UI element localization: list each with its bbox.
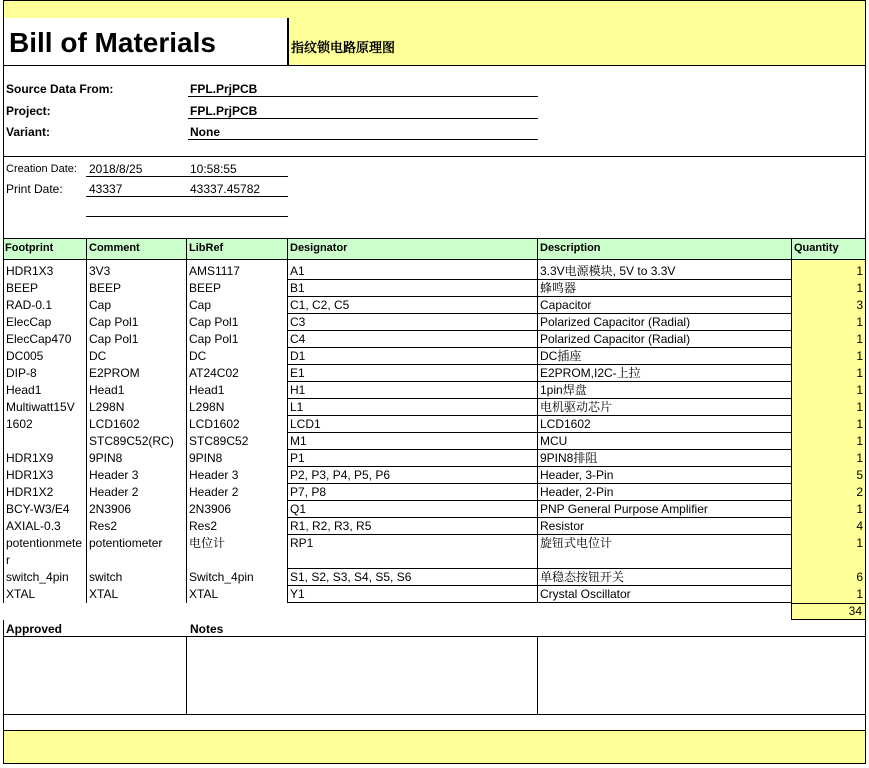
row-description: Resistor (538, 518, 791, 535)
row-designator: RP1 (287, 535, 537, 569)
creation-time-value: 10:58:55 (186, 162, 288, 177)
col-designator: Designator (287, 238, 537, 260)
row-footprint: HDR1X2 (6, 485, 54, 499)
row-libref: LCD1602 (189, 417, 240, 431)
col-quantity: Quantity (791, 238, 866, 260)
creation-date-value: 2018/8/25 (86, 162, 186, 177)
row-footprint-cont: r (6, 553, 10, 567)
row-designator: L1 (287, 399, 537, 416)
row-comment: switch (89, 570, 123, 584)
row-libref: XTAL (189, 587, 219, 601)
approved-label: Approved (6, 622, 63, 636)
row-quantity: 1 (856, 264, 863, 278)
row-comment: L298N (89, 400, 125, 414)
col-description: Description (537, 238, 791, 260)
row-designator: LCD1 (287, 416, 537, 433)
row-comment: Head1 (89, 383, 125, 397)
top-band (3, 0, 866, 18)
info-value-project: FPL.PrjPCB (188, 104, 538, 119)
col-footprint: Footprint (5, 242, 54, 254)
row-description: MCU (538, 433, 791, 450)
row-comment: Cap Pol1 (89, 315, 139, 329)
row-libref: Res2 (189, 519, 218, 533)
row-quantity: 5 (856, 468, 863, 482)
row-libref: AT24C02 (189, 366, 239, 380)
print-date-value: 43337 (86, 182, 186, 197)
row-footprint: AXIAL-0.3 (6, 519, 61, 533)
footer-labels (3, 620, 866, 637)
row-quantity: 1 (856, 434, 863, 448)
row-comment: E2PROM (89, 366, 140, 380)
row-description: 1pin焊盘 (538, 382, 791, 399)
row-libref: 9PIN8 (189, 451, 223, 465)
row-quantity: 1 (856, 536, 863, 550)
row-libref: L298N (189, 400, 225, 414)
project-title-box (288, 18, 866, 66)
row-description: Header, 3-Pin (538, 467, 791, 484)
blank-date-line (86, 202, 288, 217)
row-description: 3.3V电源模块, 5V to 3.3V (538, 263, 791, 280)
row-footprint: BCY-W3/E4 (6, 502, 70, 516)
blank-row (3, 714, 866, 731)
row-designator: E1 (287, 365, 537, 382)
row-footprint: XTAL (6, 587, 36, 601)
row-footprint (6, 433, 86, 450)
row-comment: potentiometer (89, 536, 163, 550)
project-title: 指纹锁电路原理图 (291, 40, 396, 55)
row-libref: Header 2 (189, 485, 239, 499)
row-description: 电机驱动芯片 (538, 399, 791, 416)
libref-col-divider (186, 260, 187, 603)
row-designator: A1 (287, 263, 537, 280)
row-footprint: potentionmete (6, 536, 83, 550)
row-designator: Q1 (287, 501, 537, 518)
row-footprint: switch_4pin (6, 570, 69, 584)
row-libref: Header 3 (189, 468, 239, 482)
row-description: 蜂鸣器 (538, 280, 791, 297)
row-libref: Cap Pol1 (189, 315, 239, 329)
notes-box (187, 637, 538, 715)
row-libref: Cap Pol1 (189, 332, 239, 346)
comment-col-divider (86, 260, 87, 603)
row-quantity: 1 (856, 332, 863, 346)
row-designator: C4 (287, 331, 537, 348)
row-description: Header, 2-Pin (538, 484, 791, 501)
total-cell (791, 603, 866, 620)
row-footprint: DIP-8 (6, 366, 37, 380)
info-label-source: Source Data From: (6, 82, 114, 96)
row-quantity: 1 (856, 315, 863, 329)
row-comment: 3V3 (89, 264, 111, 278)
row-designator: P2, P3, P4, P5, P6 (287, 467, 537, 484)
notes-box-2 (538, 637, 866, 715)
row-comment: Cap (89, 298, 112, 312)
row-description: PNP General Purpose Amplifier (538, 501, 791, 518)
row-footprint: ElecCap470 (6, 332, 72, 346)
info-label-project: Project: (6, 104, 51, 118)
row-comment: Cap Pol1 (89, 332, 139, 346)
row-libref: Cap (189, 298, 212, 312)
row-designator: R1, R2, R3, R5 (287, 518, 537, 535)
row-designator: C3 (287, 314, 537, 331)
total-quantity: 34 (848, 604, 862, 618)
row-libref: Switch_4pin (189, 570, 254, 584)
row-footprint: 1602 (6, 417, 33, 431)
row-comment: STC89C52(RC) (89, 434, 174, 448)
creation-date-label: Creation Date: (6, 163, 77, 175)
row-designator: B1 (287, 280, 537, 297)
row-footprint: Multiwatt15V (6, 400, 75, 414)
row-description: Crystal Oscillator (538, 586, 791, 603)
row-quantity: 1 (856, 587, 863, 601)
row-comment: Header 3 (89, 468, 139, 482)
row-quantity: 1 (856, 400, 863, 414)
row-description: DC插座 (538, 348, 791, 365)
row-description: 旋钮式电位计 (538, 535, 791, 569)
row-description: LCD1602 (538, 416, 791, 433)
row-libref: Head1 (189, 383, 225, 397)
row-quantity: 1 (856, 366, 863, 380)
row-comment: 2N3906 (89, 502, 132, 516)
row-description: Capacitor (538, 297, 791, 314)
info-value-variant: None (188, 125, 538, 140)
notes-label: Notes (190, 622, 224, 636)
row-footprint: DC005 (6, 349, 44, 363)
title-box (3, 18, 288, 66)
row-quantity: 1 (856, 417, 863, 431)
row-footprint: HDR1X9 (6, 451, 54, 465)
info-label-variant: Variant: (6, 125, 51, 139)
row-description: Polarized Capacitor (Radial) (538, 314, 791, 331)
row-quantity: 2 (856, 485, 863, 499)
row-designator: P1 (287, 450, 537, 467)
row-comment: Header 2 (89, 485, 139, 499)
row-designator: C1, C2, C5 (287, 297, 537, 314)
row-footprint: HDR1X3 (6, 264, 54, 278)
page-title: Bill of Materials (9, 27, 216, 58)
row-description: E2PROM,I2C-上拉 (538, 365, 791, 382)
row-comment: Res2 (89, 519, 118, 533)
print-time-value: 43337.45782 (186, 182, 288, 197)
approved-box (3, 637, 187, 715)
row-footprint: ElecCap (6, 315, 52, 329)
row-footprint: HDR1X3 (6, 468, 54, 482)
row-libref: DC (189, 349, 207, 363)
row-comment: LCD1602 (89, 417, 140, 431)
row-comment: DC (89, 349, 107, 363)
row-description: Polarized Capacitor (Radial) (538, 331, 791, 348)
row-footprint: BEEP (6, 281, 39, 295)
row-designator: Y1 (287, 586, 537, 603)
row-quantity: 1 (856, 383, 863, 397)
row-libref: STC89C52 (189, 434, 249, 448)
row-designator: P7, P8 (287, 484, 537, 501)
row-description: 单稳态按钮开关 (538, 569, 791, 586)
row-quantity: 3 (856, 298, 863, 312)
row-comment: XTAL (89, 587, 119, 601)
row-libref: AMS1117 (189, 264, 240, 278)
info-value-source: FPL.PrjPCB (188, 82, 538, 97)
row-designator: S1, S2, S3, S4, S5, S6 (287, 569, 537, 586)
row-quantity: 6 (856, 570, 863, 584)
row-libref: BEEP (189, 281, 222, 295)
row-libref: 电位计 (189, 536, 226, 550)
row-description: 9PIN8排阻 (538, 450, 791, 467)
row-designator: D1 (287, 348, 537, 365)
row-quantity: 1 (856, 502, 863, 516)
row-comment: BEEP (89, 281, 122, 295)
row-quantity: 1 (856, 451, 863, 465)
row-libref: 2N3906 (189, 502, 232, 516)
row-quantity: 4 (856, 519, 863, 533)
row-comment: 9PIN8 (89, 451, 123, 465)
row-quantity: 1 (856, 281, 863, 295)
row-footprint: RAD-0.1 (6, 298, 53, 312)
row-designator: M1 (287, 433, 537, 450)
print-date-label: Print Date: (6, 182, 63, 196)
col-libref: LibRef (186, 238, 287, 260)
row-footprint: Head1 (6, 383, 42, 397)
col-comment: Comment (86, 238, 186, 260)
row-designator: H1 (287, 382, 537, 399)
row-quantity: 1 (856, 349, 863, 363)
bottom-band (3, 731, 866, 764)
